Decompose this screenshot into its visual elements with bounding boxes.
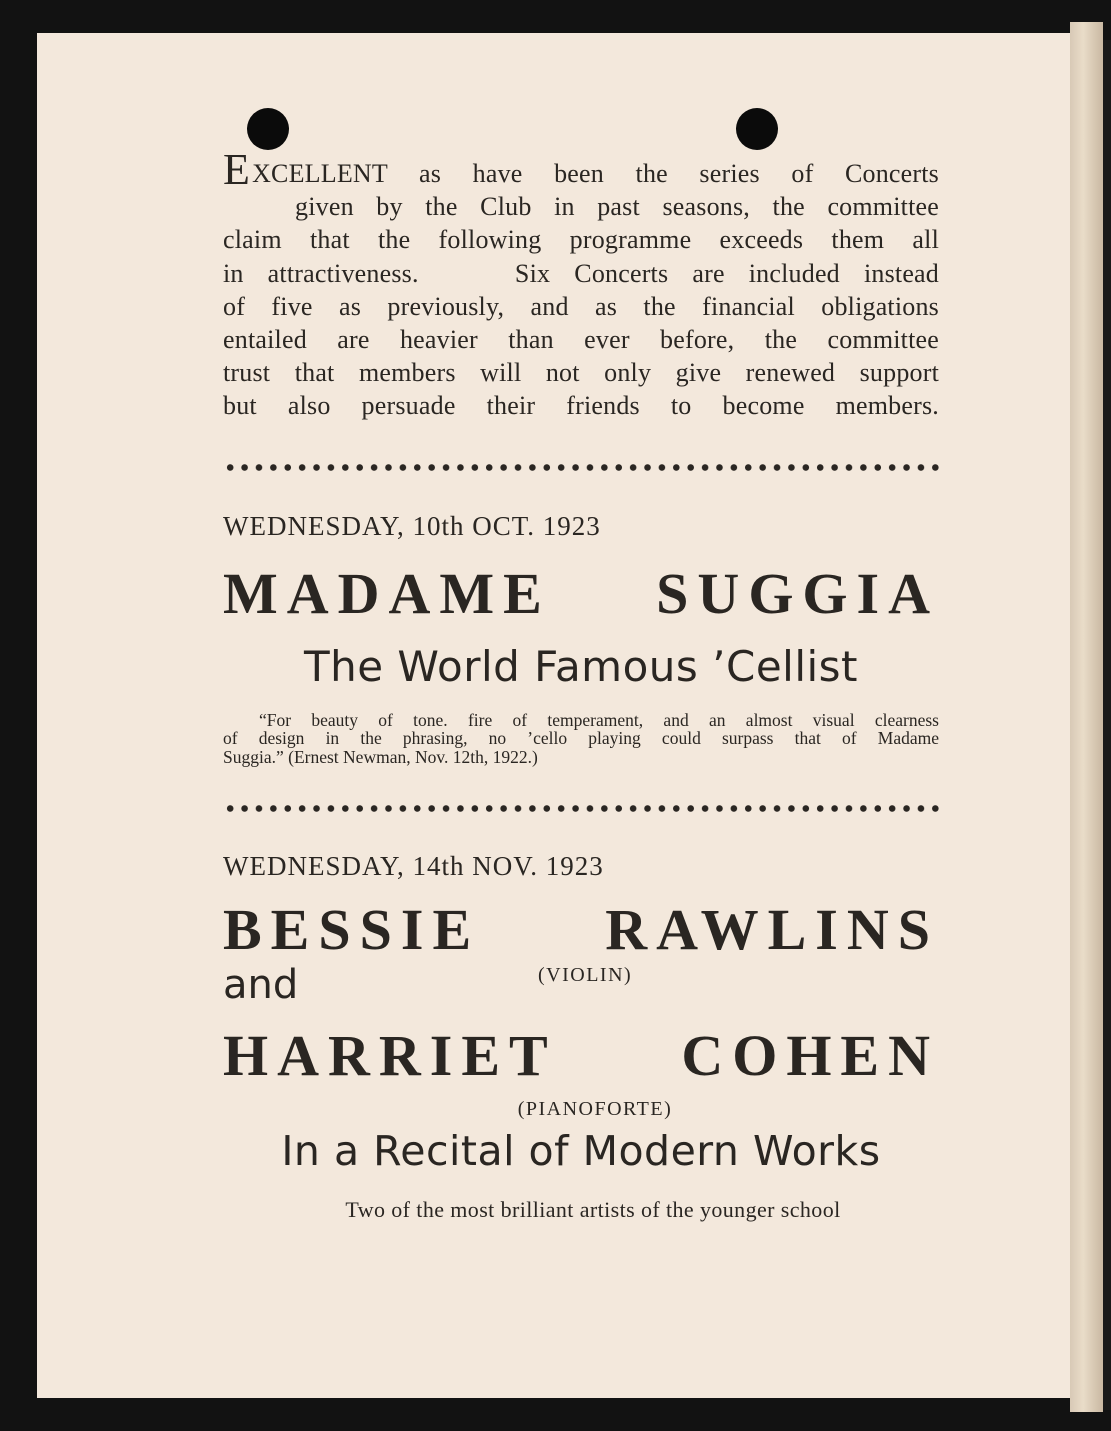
dotted-divider <box>223 463 939 472</box>
intro-line-1: EXCELLENT as have been the series of Concerts <box>223 145 939 194</box>
concert-2-artist-2: HARRIET COHEN <box>223 1023 939 1089</box>
concert-1-subtitle: The World Famous ’Cellist <box>303 641 859 691</box>
concert-1-date: WEDNESDAY, 10th OCT. 1923 <box>223 510 601 541</box>
intro-line-8: but also persuade their friends to become members. <box>223 391 939 421</box>
concert-2-subtitle: In a Recital of Modern Works <box>281 1127 881 1176</box>
concert-2-date: WEDNESDAY, 14th NOV. 1923 <box>223 851 604 882</box>
artist-1-instrument: (VIOLIN) <box>538 964 633 987</box>
intro-line-2: given by the Club in past seasons, the committee <box>295 192 939 222</box>
concert-1-artist: MADAME SUGGIA <box>223 560 939 626</box>
artist-1-instrument-row <box>223 964 939 1016</box>
intro-line-3: claim that the following programme exceeds them all <box>223 225 939 255</box>
punch-hole-right <box>736 108 778 150</box>
concert-2-artist-1: BESSIE RAWLINS <box>223 897 939 963</box>
artist-2-instrument: (PIANOFORTE) <box>517 1098 673 1121</box>
concert-2-note: Two of the most brilliant artists of the younger school <box>345 1197 841 1223</box>
punch-hole-left <box>247 108 289 150</box>
intro-line-6: entailed are heavier than ever before, the committee <box>223 325 939 355</box>
conjunction: and <box>223 962 299 1009</box>
page-edge-shadow <box>1103 40 1111 1410</box>
programme-content <box>223 145 939 1223</box>
intro-paragraph <box>223 145 939 423</box>
intro-line-7: trust that members will not only give renewed support <box>223 358 939 388</box>
concert-1-quote: “For beauty of tone. fire of temperament, and an almost visual clearness of design in the phrasing, no ’cello playing could surpass that of Madame Suggia.” (Ernest Newman, Nov. 12th, 1922.) <box>223 709 939 767</box>
page-edge <box>1070 22 1103 1412</box>
intro-line-4: in attractiveness. Six Concerts are included instead <box>223 258 939 288</box>
drop-cap: E <box>223 145 251 194</box>
dotted-divider <box>223 804 939 813</box>
intro-line-5: of five as previously, and as the financial obligations <box>223 291 939 321</box>
